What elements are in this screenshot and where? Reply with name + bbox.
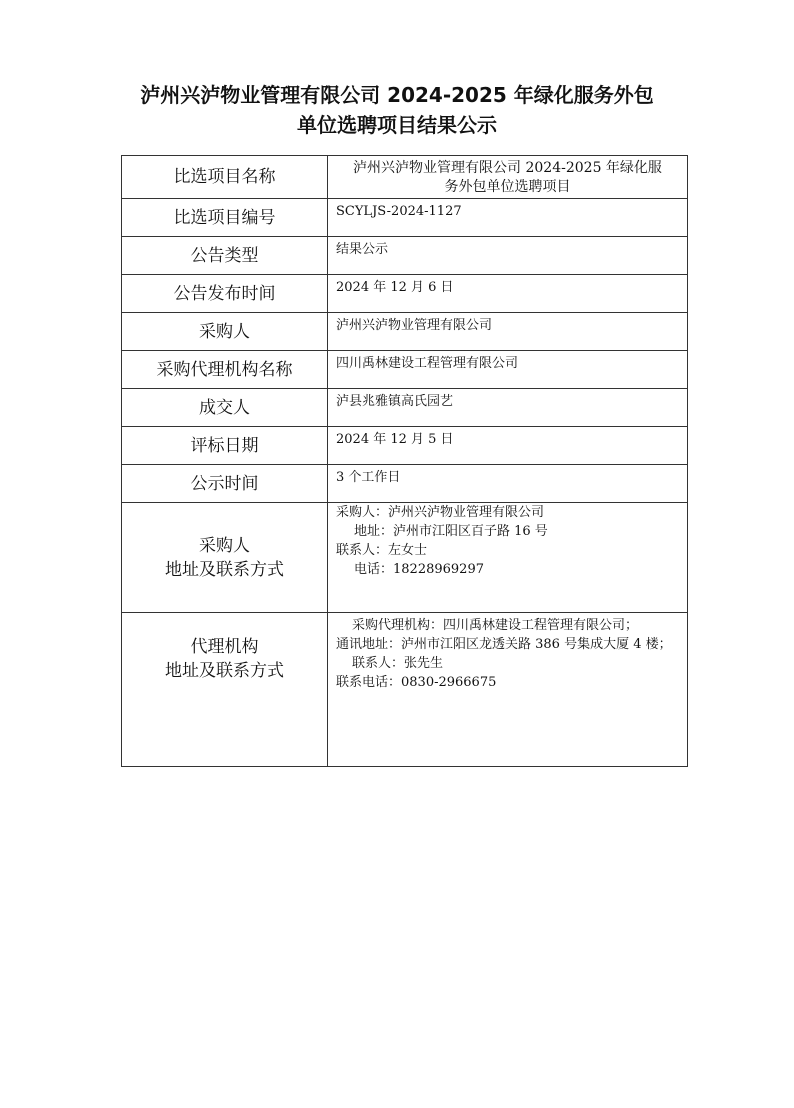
value-agency-contact xyxy=(328,613,688,767)
value-notice-type: 结果公示 xyxy=(328,237,688,275)
agency-contact-agency: 采购代理机构：四川禹林建设工程管理有限公司； xyxy=(352,618,639,633)
value-project-number: SCYLJS-2024-1127 xyxy=(328,199,688,237)
label-project-number: 比选项目编号 xyxy=(122,199,328,237)
agency-contact-phone: 联系电话：0830-2966675 xyxy=(336,675,497,690)
purchaser-contact-person: 联系人：左女士 xyxy=(336,543,428,558)
label-purchaser-contact xyxy=(122,503,328,613)
value-winner: 泸县兆雅镇高氏园艺 xyxy=(328,389,688,427)
row-project-name xyxy=(122,156,688,199)
label-publicity-period: 公示时间 xyxy=(122,465,328,503)
agency-contact-label-line-1: 代理机构 xyxy=(190,637,259,657)
value-project-name xyxy=(328,156,688,199)
value-purchaser: 泸州兴泸物业管理有限公司 xyxy=(328,313,688,351)
value-evaluation-date: 2024 年 12 月 5 日 xyxy=(328,427,688,465)
value-publish-time: 2024 年 12 月 6 日 xyxy=(328,275,688,313)
label-agency-contact xyxy=(122,613,328,767)
purchaser-contact-address: 地址：泸州市江阳区百子路 16 号 xyxy=(354,524,548,539)
result-table xyxy=(121,155,688,767)
label-agency-name: 采购代理机构名称 xyxy=(122,351,328,389)
purchaser-contact-label-line-1: 采购人 xyxy=(199,535,250,556)
label-evaluation-date: 评标日期 xyxy=(122,427,328,465)
project-name-line-1: 泸州兴泸物业管理有限公司 2024-2025 年绿化服 xyxy=(353,160,662,176)
agency-contact-address: 通讯地址：泸州市江阳区龙透关路 386 号集成大厦 4 楼； xyxy=(336,637,672,652)
row-winner xyxy=(122,389,688,427)
purchaser-contact-phone: 电话：18228969297 xyxy=(354,562,484,577)
row-purchaser-contact xyxy=(122,503,688,613)
row-purchaser xyxy=(122,313,688,351)
row-agency-contact xyxy=(122,613,688,767)
project-name-line-2: 务外包单位选聘项目 xyxy=(444,179,571,195)
row-project-number xyxy=(122,199,688,237)
purchaser-contact-purchaser: 采购人：泸州兴泸物业管理有限公司 xyxy=(336,505,545,520)
label-purchaser: 采购人 xyxy=(122,313,328,351)
label-publish-time: 公告发布时间 xyxy=(122,275,328,313)
row-evaluation-date xyxy=(122,427,688,465)
label-project-name: 比选项目名称 xyxy=(122,156,328,199)
title-line-1: 泸州兴泸物业管理有限公司 2024-2025 年绿化服务外包 xyxy=(140,83,654,107)
value-publicity-period: 3 个工作日 xyxy=(328,465,688,503)
row-agency-name xyxy=(122,351,688,389)
label-winner: 成交人 xyxy=(122,389,328,427)
value-agency-name: 四川禹林建设工程管理有限公司 xyxy=(328,351,688,389)
value-purchaser-contact xyxy=(328,503,688,613)
agency-contact-label-line-2: 地址及联系方式 xyxy=(165,661,284,681)
row-publish-time xyxy=(122,275,688,313)
row-notice-type xyxy=(122,237,688,275)
purchaser-contact-label-line-2: 地址及联系方式 xyxy=(165,559,284,580)
label-notice-type: 公告类型 xyxy=(122,237,328,275)
title-line-2: 单位选聘项目结果公示 xyxy=(297,113,497,137)
document-title xyxy=(0,80,794,140)
row-publicity-period xyxy=(122,465,688,503)
agency-contact-person: 联系人：张先生 xyxy=(352,656,444,671)
